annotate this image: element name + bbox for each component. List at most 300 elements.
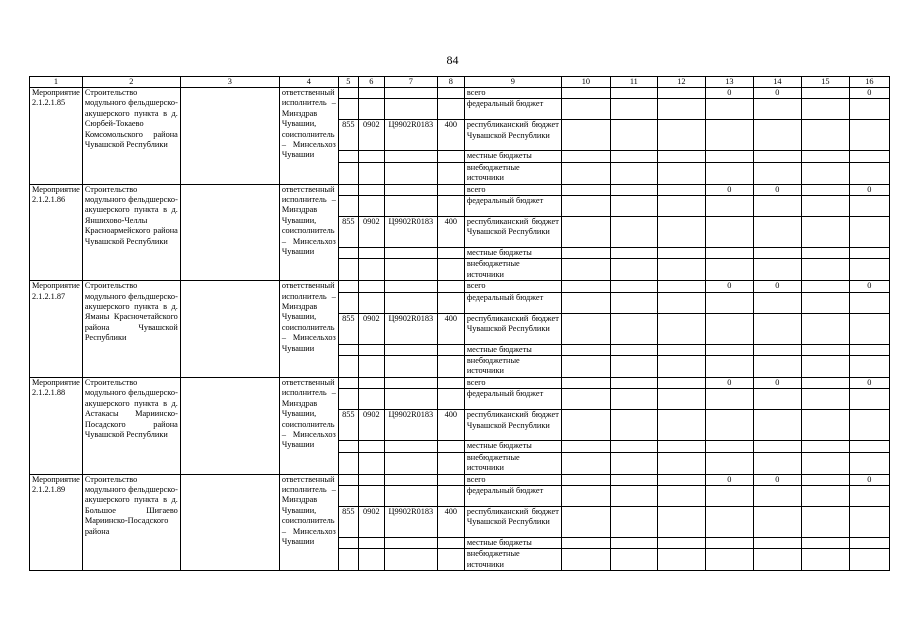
table-row	[30, 184, 890, 195]
value-c12	[657, 162, 705, 184]
funding-source: федеральный бюджет	[464, 292, 561, 313]
value-c15	[801, 410, 849, 441]
budget-table	[29, 76, 890, 571]
code-vr	[437, 441, 464, 452]
funding-source: всего	[464, 88, 561, 99]
header-cell: 9	[464, 77, 561, 88]
code-grbs	[338, 485, 358, 506]
funding-source: местные бюджеты	[464, 151, 561, 162]
code-vr	[437, 485, 464, 506]
code-csr: Ц9902R0183	[384, 313, 437, 344]
value-c12	[657, 474, 705, 485]
value-c11	[610, 389, 657, 410]
value-c13: 0	[705, 281, 753, 292]
code-vr	[437, 259, 464, 281]
code-csr	[384, 248, 437, 259]
value-c11	[610, 162, 657, 184]
code-vr	[437, 281, 464, 292]
value-c14	[753, 120, 801, 151]
value-c16	[849, 344, 889, 355]
value-c16	[849, 441, 889, 452]
value-c15	[801, 99, 849, 120]
value-c11	[610, 549, 657, 571]
value-c15	[801, 506, 849, 537]
value-c16	[849, 99, 889, 120]
value-c16: 0	[849, 88, 889, 99]
code-rz	[358, 151, 384, 162]
event-id: Мероприятие 2.1.2.1.88	[30, 377, 83, 474]
value-c14	[753, 259, 801, 281]
executor-cell: ответственный исполнитель – Минздрав Чувашии, соисполнитель – Минсельхоз Чувашии	[279, 474, 338, 571]
code-rz	[358, 99, 384, 120]
value-c16	[849, 217, 889, 248]
code-rz: 0902	[358, 410, 384, 441]
funding-source: внебюджетные источники	[464, 162, 561, 184]
value-c16	[849, 162, 889, 184]
value-c10	[561, 248, 610, 259]
empty-cell	[180, 184, 279, 281]
value-c12	[657, 313, 705, 344]
value-c10	[561, 474, 610, 485]
value-c15	[801, 292, 849, 313]
code-csr	[384, 162, 437, 184]
value-c13	[705, 410, 753, 441]
code-rz	[358, 344, 384, 355]
value-c14	[753, 389, 801, 410]
value-c12	[657, 485, 705, 506]
funding-source: внебюджетные источники	[464, 452, 561, 474]
value-c11	[610, 259, 657, 281]
code-grbs: 855	[338, 506, 358, 537]
value-c13: 0	[705, 88, 753, 99]
value-c10	[561, 485, 610, 506]
header-cell: 12	[657, 77, 705, 88]
value-c14: 0	[753, 281, 801, 292]
code-vr	[437, 184, 464, 195]
code-grbs	[338, 389, 358, 410]
code-grbs	[338, 248, 358, 259]
code-rz: 0902	[358, 217, 384, 248]
funding-source: республиканский бюджет Чувашской Республики	[464, 506, 561, 537]
value-c15	[801, 281, 849, 292]
event-id: Мероприятие 2.1.2.1.89	[30, 474, 83, 571]
executor-cell: ответственный исполнитель – Минздрав Чувашии, соисполнитель – Минсельхоз Чувашии	[279, 184, 338, 281]
header-cell: 1	[30, 77, 83, 88]
event-id: Мероприятие 2.1.2.1.86	[30, 184, 83, 281]
value-c15	[801, 377, 849, 388]
code-rz	[358, 184, 384, 195]
code-rz	[358, 281, 384, 292]
code-vr: 400	[437, 506, 464, 537]
value-c16	[849, 248, 889, 259]
funding-source: федеральный бюджет	[464, 485, 561, 506]
code-csr	[384, 441, 437, 452]
value-c15	[801, 537, 849, 548]
funding-source: внебюджетные источники	[464, 259, 561, 281]
value-c15	[801, 217, 849, 248]
value-c15	[801, 356, 849, 378]
value-c11	[610, 313, 657, 344]
code-csr	[384, 377, 437, 388]
funding-source: республиканский бюджет Чувашской Республики	[464, 313, 561, 344]
value-c11	[610, 474, 657, 485]
value-c16: 0	[849, 377, 889, 388]
value-c10	[561, 452, 610, 474]
code-vr	[437, 549, 464, 571]
empty-cell	[180, 377, 279, 474]
header-cell: 6	[358, 77, 384, 88]
value-c15	[801, 452, 849, 474]
event-id: Мероприятие 2.1.2.1.85	[30, 88, 83, 185]
value-c12	[657, 292, 705, 313]
value-c11	[610, 441, 657, 452]
value-c10	[561, 549, 610, 571]
code-rz	[358, 259, 384, 281]
code-vr: 400	[437, 410, 464, 441]
code-grbs	[338, 99, 358, 120]
code-grbs	[338, 344, 358, 355]
code-csr	[384, 344, 437, 355]
value-c14	[753, 506, 801, 537]
value-c12	[657, 248, 705, 259]
value-c15	[801, 248, 849, 259]
code-csr	[384, 537, 437, 548]
table-row	[30, 88, 890, 99]
code-rz	[358, 485, 384, 506]
event-title: Строительство модульного фельдшерско-акушерского пункта в д. Большое Шигаево Мариинско-Посадского района	[82, 474, 180, 571]
event-title: Строительство модульного фельдшерско-акушерского пункта в д. Яманы Красночетайского района Чувашской Республики	[82, 281, 180, 378]
funding-source: всего	[464, 474, 561, 485]
page-number: 84	[446, 53, 459, 67]
value-c12	[657, 506, 705, 537]
value-c11	[610, 410, 657, 441]
value-c11	[610, 248, 657, 259]
executor-cell: ответственный исполнитель – Минздрав Чувашии, соисполнитель – Минсельхоз Чувашии	[279, 88, 338, 185]
header-cell: 10	[561, 77, 610, 88]
funding-source: всего	[464, 281, 561, 292]
code-csr	[384, 549, 437, 571]
empty-cell	[180, 281, 279, 378]
value-c16	[849, 506, 889, 537]
header-cell: 5	[338, 77, 358, 88]
value-c10	[561, 281, 610, 292]
code-csr: Ц9902R0183	[384, 120, 437, 151]
code-rz	[358, 474, 384, 485]
value-c15	[801, 196, 849, 217]
funding-source: федеральный бюджет	[464, 389, 561, 410]
funding-source: республиканский бюджет Чувашской Республики	[464, 217, 561, 248]
value-c13	[705, 506, 753, 537]
code-vr: 400	[437, 217, 464, 248]
code-csr	[384, 281, 437, 292]
value-c13: 0	[705, 474, 753, 485]
value-c16: 0	[849, 184, 889, 195]
value-c13	[705, 485, 753, 506]
code-vr	[437, 248, 464, 259]
value-c15	[801, 549, 849, 571]
value-c10	[561, 441, 610, 452]
value-c11	[610, 99, 657, 120]
value-c11	[610, 356, 657, 378]
value-c13	[705, 248, 753, 259]
value-c12	[657, 537, 705, 548]
value-c12	[657, 441, 705, 452]
funding-source: местные бюджеты	[464, 248, 561, 259]
value-c13	[705, 120, 753, 151]
code-rz: 0902	[358, 506, 384, 537]
value-c13	[705, 259, 753, 281]
value-c10	[561, 88, 610, 99]
code-rz	[358, 441, 384, 452]
value-c15	[801, 120, 849, 151]
code-rz	[358, 452, 384, 474]
value-c12	[657, 356, 705, 378]
value-c16	[849, 313, 889, 344]
value-c10	[561, 506, 610, 537]
value-c14	[753, 217, 801, 248]
value-c15	[801, 259, 849, 281]
code-csr	[384, 485, 437, 506]
code-vr: 400	[437, 120, 464, 151]
value-c13	[705, 344, 753, 355]
value-c11	[610, 196, 657, 217]
code-grbs	[338, 88, 358, 99]
value-c10	[561, 196, 610, 217]
funding-source: федеральный бюджет	[464, 196, 561, 217]
code-vr	[437, 88, 464, 99]
table-row	[30, 377, 890, 388]
executor-cell: ответственный исполнитель – Минздрав Чувашии, соисполнитель – Минсельхоз Чувашии	[279, 377, 338, 474]
event-title: Строительство модульного фельдшерско-акушерского пункта в д. Яншихово-Челлы Красноармейского района Чувашской Республики	[82, 184, 180, 281]
code-grbs	[338, 151, 358, 162]
code-grbs: 855	[338, 120, 358, 151]
value-c12	[657, 549, 705, 571]
code-grbs	[338, 474, 358, 485]
code-grbs	[338, 162, 358, 184]
value-c15	[801, 88, 849, 99]
code-rz	[358, 162, 384, 184]
value-c14: 0	[753, 377, 801, 388]
value-c10	[561, 184, 610, 195]
code-grbs	[338, 441, 358, 452]
value-c13	[705, 441, 753, 452]
value-c16	[849, 151, 889, 162]
value-c11	[610, 151, 657, 162]
value-c10	[561, 344, 610, 355]
value-c11	[610, 485, 657, 506]
value-c11	[610, 506, 657, 537]
value-c10	[561, 217, 610, 248]
funding-source: республиканский бюджет Чувашской Республики	[464, 410, 561, 441]
code-vr	[437, 151, 464, 162]
executor-cell: ответственный исполнитель – Минздрав Чувашии, соисполнитель – Минсельхоз Чувашии	[279, 281, 338, 378]
value-c12	[657, 377, 705, 388]
header-cell: 2	[82, 77, 180, 88]
value-c16	[849, 120, 889, 151]
value-c12	[657, 281, 705, 292]
code-vr	[437, 292, 464, 313]
value-c10	[561, 151, 610, 162]
code-vr	[437, 99, 464, 120]
value-c12	[657, 452, 705, 474]
value-c14: 0	[753, 88, 801, 99]
value-c10	[561, 410, 610, 441]
value-c15	[801, 441, 849, 452]
value-c14	[753, 452, 801, 474]
value-c13	[705, 217, 753, 248]
value-c13	[705, 356, 753, 378]
value-c12	[657, 389, 705, 410]
value-c10	[561, 162, 610, 184]
funding-source: внебюджетные источники	[464, 549, 561, 571]
value-c12	[657, 151, 705, 162]
value-c14	[753, 356, 801, 378]
funding-source: федеральный бюджет	[464, 99, 561, 120]
value-c10	[561, 99, 610, 120]
empty-cell	[180, 88, 279, 185]
value-c13	[705, 151, 753, 162]
code-rz: 0902	[358, 313, 384, 344]
code-rz	[358, 389, 384, 410]
value-c12	[657, 217, 705, 248]
code-csr	[384, 389, 437, 410]
code-grbs	[338, 356, 358, 378]
value-c14	[753, 441, 801, 452]
code-csr	[384, 151, 437, 162]
value-c12	[657, 259, 705, 281]
value-c10	[561, 292, 610, 313]
value-c13	[705, 196, 753, 217]
code-rz	[358, 549, 384, 571]
code-rz: 0902	[358, 120, 384, 151]
code-grbs	[338, 537, 358, 548]
value-c16	[849, 537, 889, 548]
value-c14	[753, 537, 801, 548]
value-c11	[610, 88, 657, 99]
code-csr	[384, 474, 437, 485]
value-c13	[705, 389, 753, 410]
code-rz	[358, 377, 384, 388]
value-c11	[610, 184, 657, 195]
header-cell: 11	[610, 77, 657, 88]
header-cell: 15	[801, 77, 849, 88]
value-c14	[753, 410, 801, 441]
value-c11	[610, 281, 657, 292]
code-grbs	[338, 281, 358, 292]
value-c10	[561, 313, 610, 344]
code-csr: Ц9902R0183	[384, 506, 437, 537]
value-c13	[705, 549, 753, 571]
table-row	[30, 474, 890, 485]
value-c13	[705, 313, 753, 344]
funding-source: местные бюджеты	[464, 537, 561, 548]
code-vr	[437, 537, 464, 548]
code-rz	[358, 537, 384, 548]
code-csr	[384, 196, 437, 217]
value-c12	[657, 120, 705, 151]
value-c13	[705, 162, 753, 184]
code-vr	[437, 196, 464, 217]
header-cell: 7	[384, 77, 437, 88]
code-vr	[437, 162, 464, 184]
funding-source: внебюджетные источники	[464, 356, 561, 378]
value-c15	[801, 151, 849, 162]
value-c13: 0	[705, 377, 753, 388]
value-c11	[610, 377, 657, 388]
value-c14	[753, 151, 801, 162]
value-c11	[610, 292, 657, 313]
value-c14: 0	[753, 474, 801, 485]
value-c12	[657, 99, 705, 120]
value-c15	[801, 313, 849, 344]
code-vr	[437, 474, 464, 485]
funding-source: всего	[464, 184, 561, 195]
value-c14	[753, 344, 801, 355]
code-vr: 400	[437, 313, 464, 344]
value-c10	[561, 356, 610, 378]
value-c14	[753, 162, 801, 184]
code-csr	[384, 99, 437, 120]
value-c11	[610, 452, 657, 474]
value-c15	[801, 162, 849, 184]
funding-source: республиканский бюджет Чувашской Республики	[464, 120, 561, 151]
value-c16: 0	[849, 474, 889, 485]
code-grbs	[338, 292, 358, 313]
code-grbs	[338, 377, 358, 388]
value-c13: 0	[705, 184, 753, 195]
value-c16	[849, 356, 889, 378]
header-cell: 16	[849, 77, 889, 88]
code-grbs	[338, 259, 358, 281]
value-c12	[657, 410, 705, 441]
code-csr	[384, 452, 437, 474]
value-c15	[801, 184, 849, 195]
value-c15	[801, 389, 849, 410]
value-c13	[705, 452, 753, 474]
header-cell: 4	[279, 77, 338, 88]
header-cell: 13	[705, 77, 753, 88]
funding-source: местные бюджеты	[464, 441, 561, 452]
code-csr: Ц9902R0183	[384, 410, 437, 441]
table-row	[30, 281, 890, 292]
funding-source: местные бюджеты	[464, 344, 561, 355]
code-csr	[384, 356, 437, 378]
value-c10	[561, 259, 610, 281]
code-csr	[384, 184, 437, 195]
value-c11	[610, 537, 657, 548]
value-c16: 0	[849, 281, 889, 292]
event-title: Строительство модульного фельдшерско-акушерского пункта в д. Астакасы Мариинско-Посадского района Чувашской Республики	[82, 377, 180, 474]
header-row	[30, 77, 890, 88]
value-c15	[801, 485, 849, 506]
code-grbs	[338, 196, 358, 217]
value-c14	[753, 99, 801, 120]
code-grbs	[338, 549, 358, 571]
code-rz	[358, 88, 384, 99]
value-c14	[753, 248, 801, 259]
value-c14	[753, 196, 801, 217]
value-c15	[801, 344, 849, 355]
code-rz	[358, 292, 384, 313]
value-c16	[849, 389, 889, 410]
code-csr	[384, 88, 437, 99]
code-vr	[437, 377, 464, 388]
value-c14	[753, 549, 801, 571]
value-c13	[705, 537, 753, 548]
code-vr	[437, 452, 464, 474]
value-c11	[610, 120, 657, 151]
code-vr	[437, 356, 464, 378]
